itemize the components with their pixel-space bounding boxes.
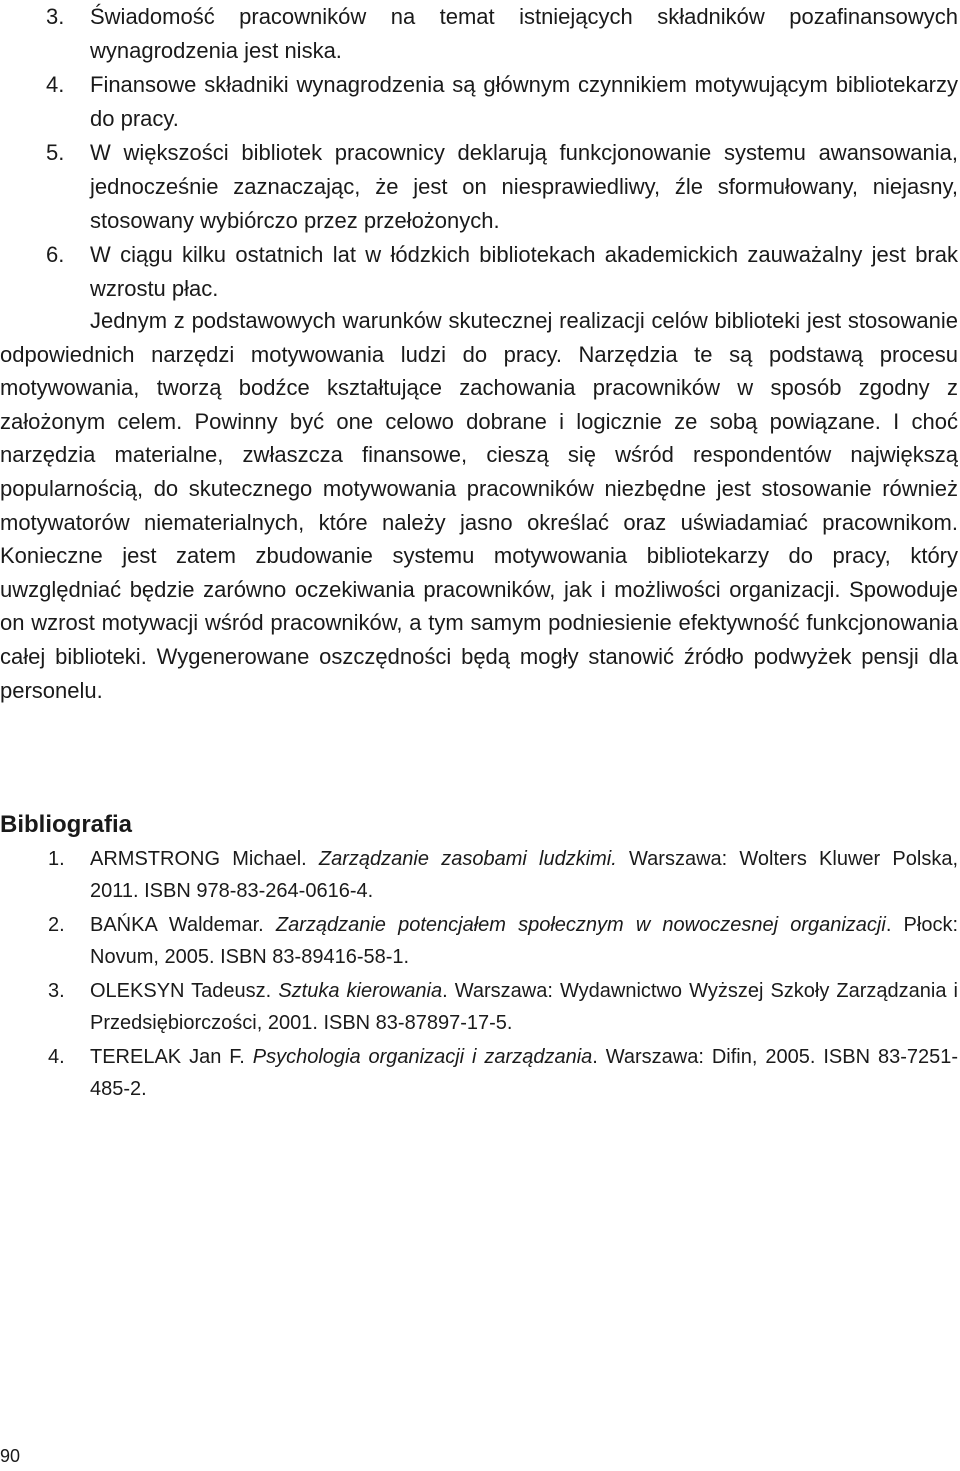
- bibliography-details: Warszawa: Wolters Kluwer Polska, 2011. ISBN 978-83-264-0616-4.: [90, 848, 958, 902]
- list-item-text: Finansowe składniki wynagrodzenia są głównym czynnikiem motywującym bibliotekarzy do pracy.: [90, 72, 958, 131]
- list-item-number: 4.: [46, 72, 65, 97]
- bibliography-author: BAŃKA Waldemar.: [90, 914, 276, 936]
- list-item-text: W ciągu kilku ostatnich lat w łódzkich bibliotekach akademickich zauważalny jest brak wzrostu płac.: [90, 242, 958, 301]
- bibliography-entry: [0, 909, 958, 973]
- list-item-number: 3.: [46, 4, 65, 29]
- bibliography-entry-number: 3.: [48, 980, 65, 1002]
- list-item-number: 5.: [46, 140, 65, 165]
- bibliography-author: TERELAK Jan F.: [90, 1046, 253, 1068]
- bibliography-heading: Bibliografia: [0, 811, 133, 838]
- bibliography-title: Zarządzanie potencjałem społecznym w nowoczesnej organizacji: [275, 914, 886, 936]
- bibliography-title: Sztuka kierowania: [278, 980, 443, 1002]
- bibliography-entry: [0, 975, 958, 1039]
- bibliography-title: Zarządzanie zasobami ludzkimi.: [318, 848, 617, 870]
- bibliography-entry-number: 1.: [48, 848, 65, 870]
- bibliography-entry-number: 4.: [48, 1046, 65, 1068]
- bibliography-entry: [0, 843, 958, 907]
- bibliography-details: . Płock: Novum, 2005. ISBN 83-89416-58-1.: [90, 914, 959, 968]
- list-item-text: W większości bibliotek pracownicy deklarują funkcjonowanie systemu awansowania, jednocześnie zaznaczając, że jest on niesprawiedliwy, źle sformułowany, niejasny, stosowany wybiórczo przez przełożonych.: [90, 140, 958, 233]
- conclusion-paragraph: Jednym z podstawowych warunków skutecznej realizacji celów biblioteki jest stosowanie odpowiednich narzędzi motywowania ludzi do pracy. Narzędzia te są podstawą procesu motywowania, tworzą bodźce kształtujące zachowania pracowników w sposób zgodny z założonym celem. Powinny być one celowo dobrane i logicznie ze sobą powiązane. I choć narzędzia materialne, zwłaszcza finansowe, cieszą się wśród respondentów największą popularnością, do skutecznego motywowania pracowników niezbędne jest stosowanie również motywatorów niematerialnych, które należy jasno określać oraz uświadamiać pracownikom. Konieczne jest zatem zbudowanie systemu motywowania bibliotekarzy do pracy, który uwzględniać będzie zarówno oczekiwania pracowników, jak i możliwości organizacji. Spowoduje on wzrost motywacji wśród pracowników, a tym samym podniesienie efektywność funkcjonowania całej biblioteki. Wygenerowane oszczędności będą mogły stanowić źródło podwyżek pensji dla personelu.: [0, 308, 958, 703]
- bibliography-details: . Warszawa: Difin, 2005. ISBN 83-7251-485-2.: [90, 1046, 959, 1100]
- bibliography-list: [0, 843, 958, 1107]
- page-number: 90: [0, 1446, 21, 1466]
- findings-list: [0, 0, 958, 306]
- bibliography-details: . Warszawa: Wydawnictwo Wyższej Szkoły Zarządzania i Przedsiębiorczości, 2001. ISBN 83-87897-17-5.: [90, 980, 958, 1034]
- bibliography-title: Psychologia organizacji i zarządzania: [252, 1046, 593, 1068]
- list-item-number: 6.: [46, 242, 65, 267]
- list-item: [0, 136, 958, 238]
- bibliography-author: ARMSTRONG Michael.: [90, 848, 319, 870]
- list-item: [0, 68, 958, 136]
- bibliography-entry-number: 2.: [48, 914, 65, 936]
- list-item: [0, 238, 958, 306]
- list-item: [0, 0, 958, 68]
- list-item-text: Świadomość pracowników na temat istniejących składników pozafinansowych wynagrodzenia jest niska.: [90, 4, 958, 63]
- bibliography-entry: [0, 1041, 958, 1105]
- bibliography-author: OLEKSYN Tadeusz.: [90, 980, 279, 1002]
